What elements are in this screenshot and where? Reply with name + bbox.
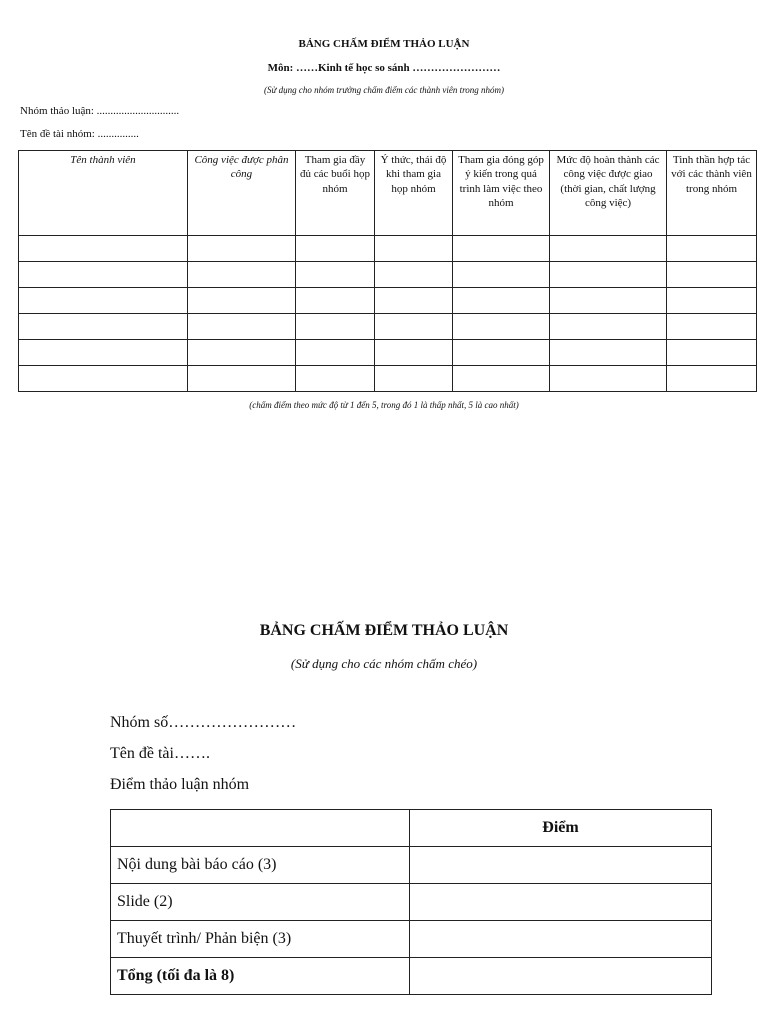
header-assigned-task: Công việc được phân công [188, 151, 296, 236]
score-cell[interactable] [19, 236, 188, 262]
score-cell[interactable] [375, 236, 453, 262]
header-attitude: Ý thức, thái độ khi tham gia họp nhóm [375, 151, 453, 236]
score-cell[interactable] [188, 288, 296, 314]
score-cell[interactable] [296, 340, 375, 366]
criteria-total: Tổng (tối đa là 8) [111, 958, 410, 995]
score-cell[interactable] [188, 340, 296, 366]
score-cell[interactable] [667, 236, 757, 262]
score-cell[interactable] [550, 314, 667, 340]
score-cell[interactable] [667, 366, 757, 392]
table-row [19, 236, 757, 262]
sheet1-note: (Sử dụng cho nhóm trưởng chấm điểm các thành viên trong nhóm) [264, 85, 504, 95]
sheet1-title: BẢNG CHẤM ĐIỂM THẢO LUẬN [298, 38, 470, 50]
table-row [19, 340, 757, 366]
score-cell[interactable] [453, 340, 550, 366]
score-cell[interactable] [19, 314, 188, 340]
score-cell[interactable] [296, 236, 375, 262]
score-cell[interactable] [296, 314, 375, 340]
header-criteria [111, 810, 410, 847]
header-completion: Mức độ hoàn thành các công việc được giao (thời gian, chất lượng công việc) [550, 151, 667, 236]
group-score-line: Điểm thảo luận nhóm [110, 776, 250, 793]
header-member-name: Tên thành viên [19, 151, 188, 236]
score-cell[interactable] [19, 340, 188, 366]
criteria-report-content: Nội dung bài báo cáo (3) [111, 847, 410, 884]
table-header-row [19, 151, 757, 236]
score-cell[interactable] [453, 314, 550, 340]
score-cell[interactable] [453, 262, 550, 288]
score-cell[interactable] [19, 288, 188, 314]
score-cell[interactable] [550, 340, 667, 366]
score-cell[interactable] [188, 366, 296, 392]
table-row [19, 262, 757, 288]
score-cell[interactable] [550, 288, 667, 314]
sheet2-title: BẢNG CHẤM ĐIỂM THẢO LUẬN [259, 622, 509, 639]
score-cell[interactable] [667, 314, 757, 340]
table-row [19, 366, 757, 392]
score-cell[interactable] [453, 236, 550, 262]
score-cell[interactable] [667, 340, 757, 366]
score-cell[interactable] [19, 262, 188, 288]
score-cell[interactable] [296, 262, 375, 288]
score-cell[interactable] [550, 262, 667, 288]
score-cell[interactable] [375, 366, 453, 392]
score-cell[interactable] [550, 366, 667, 392]
score-cell[interactable] [375, 340, 453, 366]
header-cooperation: Tinh thần hợp tác với các thành viên trong nhóm [667, 151, 757, 236]
score-cell[interactable] [296, 288, 375, 314]
criteria-presentation: Thuyết trình/ Phản biện (3) [111, 921, 410, 958]
score-cell[interactable] [375, 262, 453, 288]
member-scoring-table [18, 150, 757, 392]
table-row [111, 921, 712, 958]
score-cell[interactable] [667, 288, 757, 314]
member-rows [19, 236, 757, 392]
criteria-slide: Slide (2) [111, 884, 410, 921]
score-cell[interactable] [410, 921, 712, 958]
score-cell[interactable] [410, 958, 712, 995]
score-cell[interactable] [550, 236, 667, 262]
score-cell[interactable] [188, 314, 296, 340]
topic-name-line: Tên đề tài……. [110, 745, 210, 762]
table-row [111, 847, 712, 884]
table-row [19, 314, 757, 340]
table-row [111, 884, 712, 921]
score-cell[interactable] [453, 288, 550, 314]
score-cell[interactable] [453, 366, 550, 392]
table-row [19, 288, 757, 314]
score-cell[interactable] [410, 847, 712, 884]
score-cell[interactable] [375, 314, 453, 340]
score-cell[interactable] [188, 262, 296, 288]
header-contribution: Tham gia đóng góp ý kiến trong quá trình làm việc theo nhóm [453, 151, 550, 236]
table-header-row [111, 810, 712, 847]
subject-line: Môn: ……Kinh tế học so sánh …………………… [267, 62, 501, 74]
sheet2-note: (Sử dụng cho các nhóm chấm chéo) [290, 656, 478, 671]
group-line: Nhóm thảo luận: .............................. [20, 105, 180, 117]
group-number-line: Nhóm số…………………… [110, 714, 297, 731]
score-cell[interactable] [375, 288, 453, 314]
score-cell[interactable] [188, 236, 296, 262]
table-row [111, 958, 712, 995]
header-score: Điểm [410, 810, 712, 847]
score-cell[interactable] [667, 262, 757, 288]
score-cell[interactable] [410, 884, 712, 921]
topic-line: Tên đề tài nhóm: ............... [20, 128, 139, 140]
scoring-footnote: (chấm điểm theo mức độ từ 1 đến 5, trong đó 1 là thấp nhất, 5 là cao nhất) [249, 400, 519, 410]
cross-scoring-table [110, 809, 712, 995]
score-cell[interactable] [296, 366, 375, 392]
score-cell[interactable] [19, 366, 188, 392]
header-attendance: Tham gia đầy đủ các buổi họp nhóm [296, 151, 375, 236]
